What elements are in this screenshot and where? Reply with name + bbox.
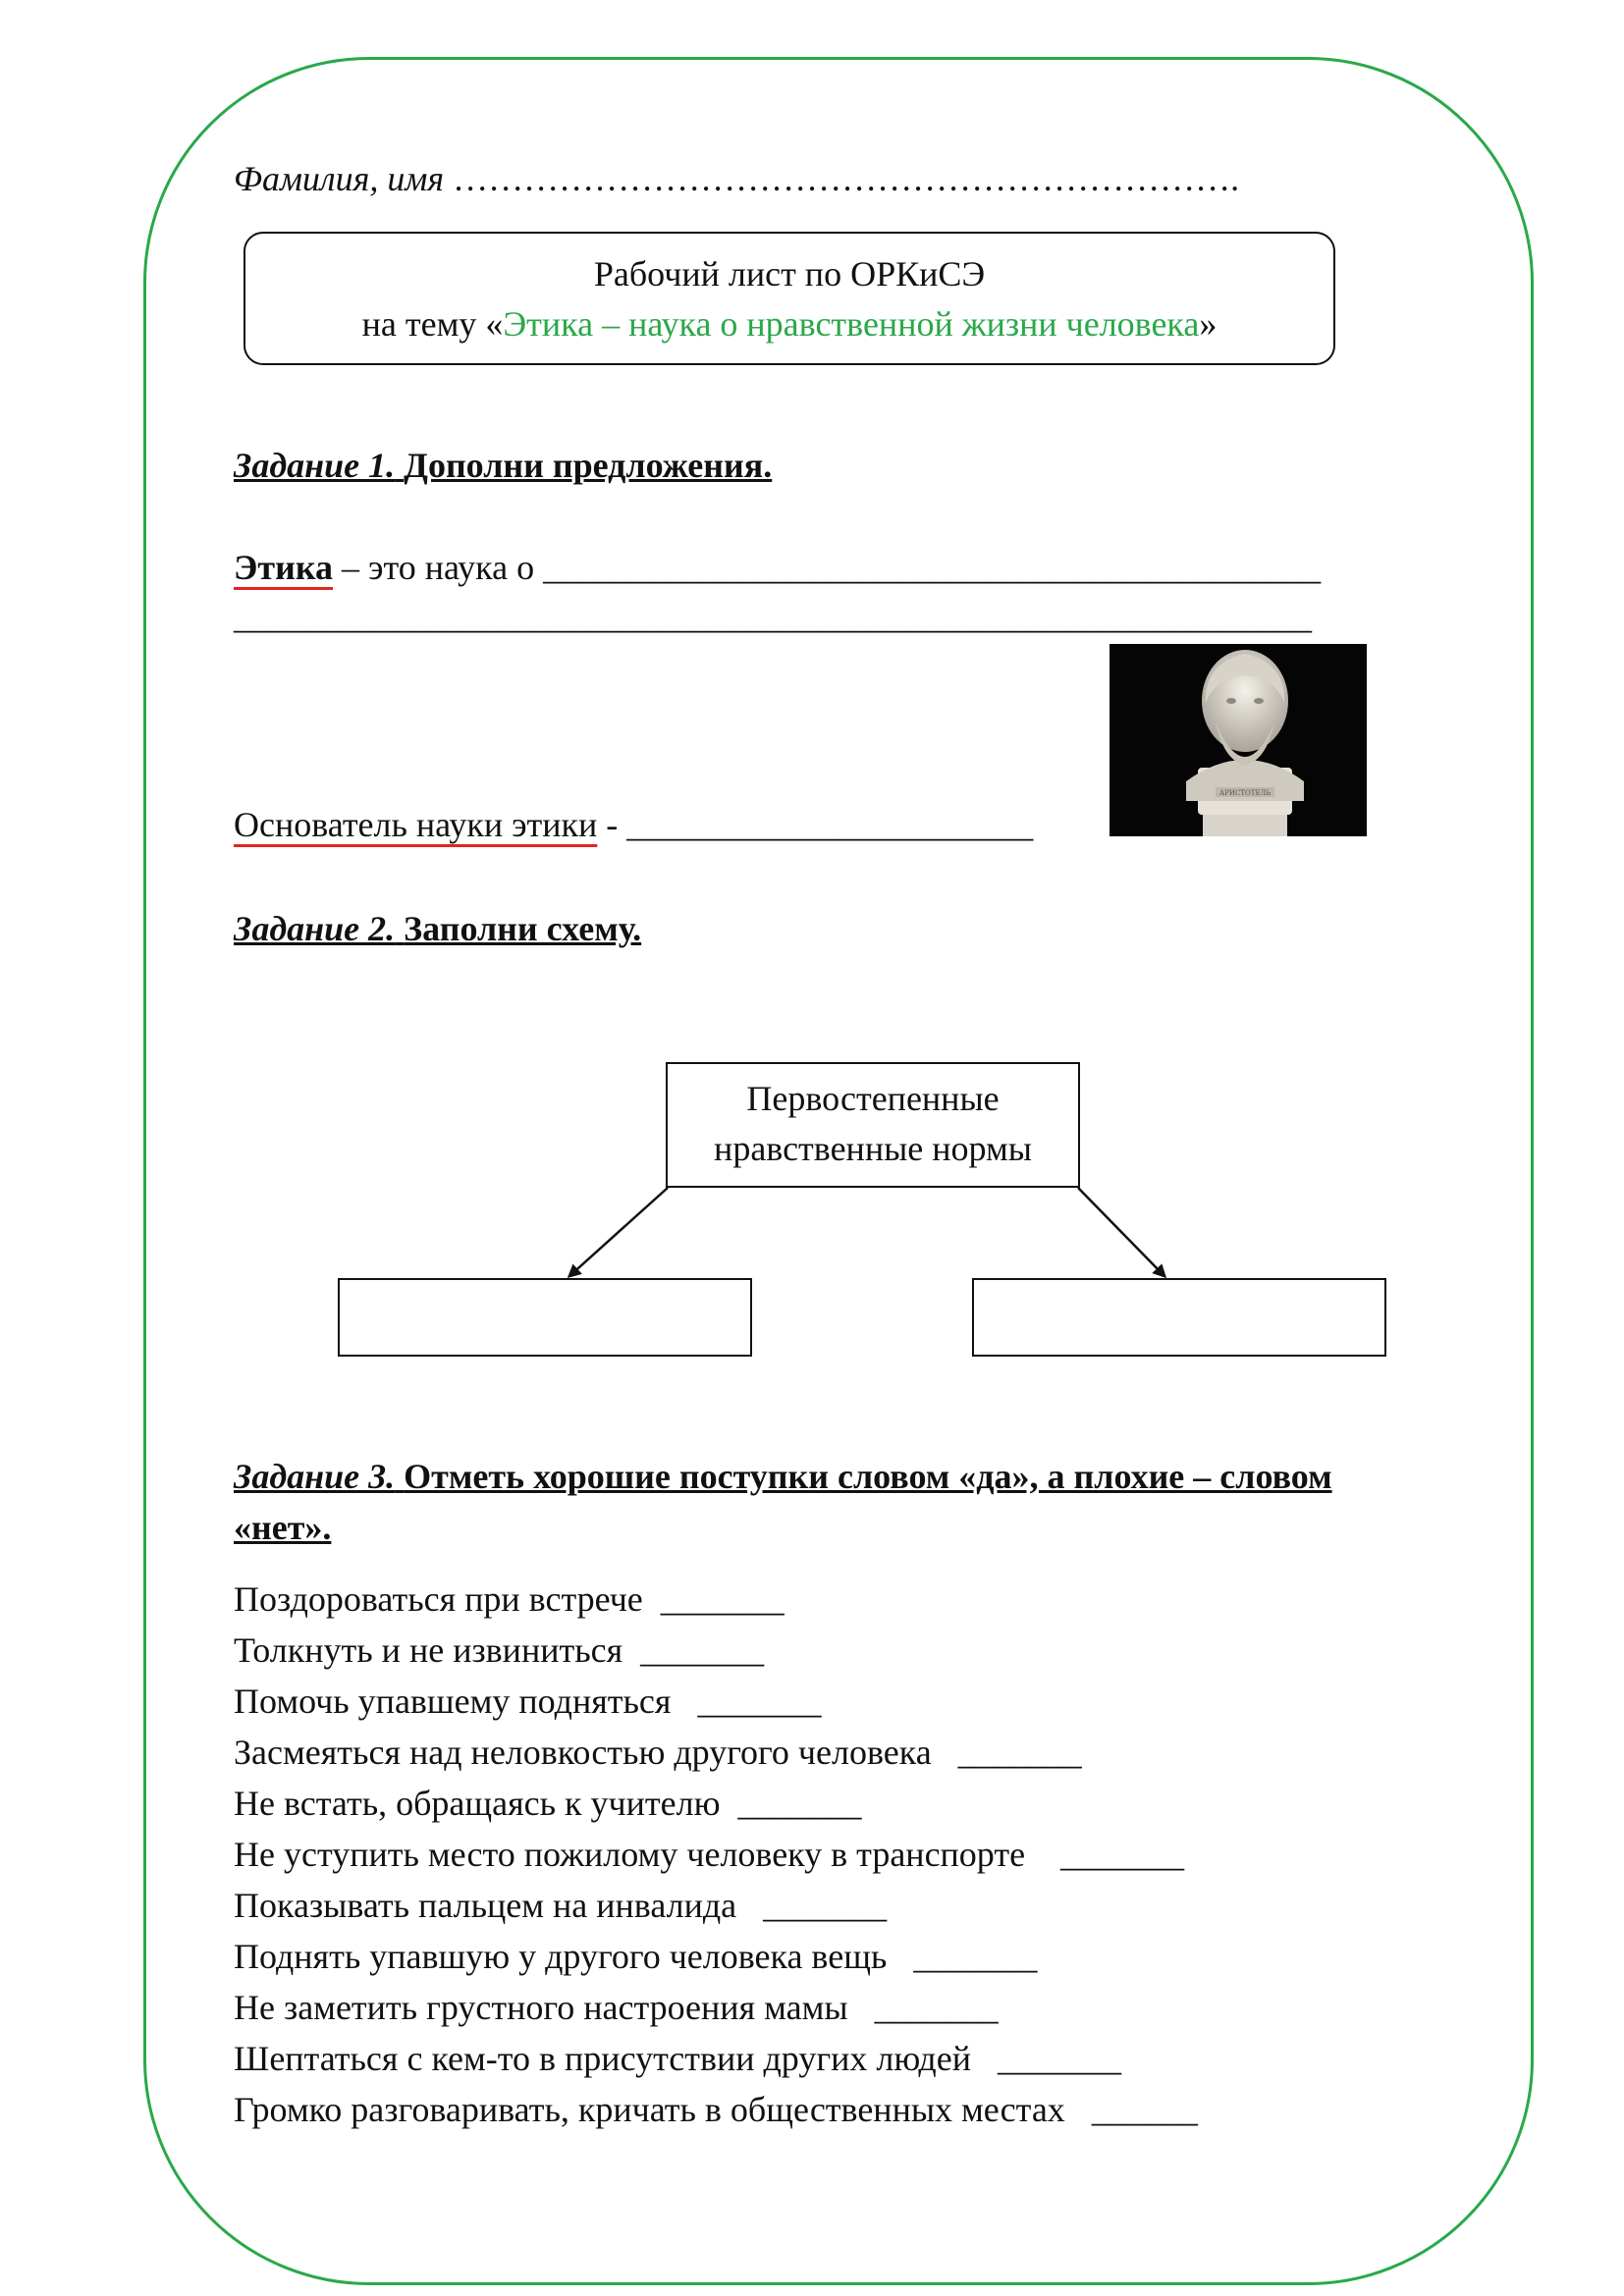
task2-heading [234, 907, 641, 950]
founder-label: Основатель науки этики [234, 805, 598, 844]
ethics-blank-1[interactable]: ____________________________________________ [543, 548, 1322, 587]
list-item: Громко разговаривать, кричать в общественных местах ______ [234, 2090, 1198, 2129]
answer-blank[interactable]: _______ [957, 1733, 1082, 1772]
worksheet-title: Рабочий лист по ОРКиСЭ [593, 254, 986, 294]
answer-blank[interactable]: _______ [913, 1937, 1038, 1976]
scheme-left-answer-box[interactable] [338, 1278, 752, 1357]
answer-blank[interactable]: _______ [1060, 1835, 1185, 1874]
task1-label: Задание 1. [234, 446, 396, 485]
list-item: Поднять упавшую у другого человека вещь _______ [234, 1937, 1038, 1976]
ethics-term: Этика [234, 548, 334, 587]
answer-blank[interactable]: _______ [997, 2039, 1121, 2078]
worksheet-topic: Этика – наука о нравственной жизни человека [503, 304, 1200, 344]
answer-blank[interactable]: ______ [1091, 2090, 1198, 2129]
scheme-center-box [666, 1062, 1080, 1188]
list-item: Помочь упавшему подняться _______ [234, 1682, 822, 1721]
ethics-text: – это наука о [342, 548, 535, 587]
worksheet-topic-line: на тему «Этика – наука о нравственной жизни человека» [361, 304, 1218, 344]
scheme-center-line2: нравственные нормы [714, 1129, 1032, 1168]
bust-illustration [1110, 644, 1367, 836]
task3-list [234, 1574, 1198, 2135]
list-item: Не уступить место пожилому человеку в транспорте _______ [234, 1835, 1185, 1874]
student-name-line[interactable] [234, 157, 1239, 200]
ethics-blank-2[interactable]: _____________________________________________________________ [234, 597, 1312, 636]
list-item: Показывать пальцем на инвалида _______ [234, 1886, 888, 1925]
worksheet-title-box [244, 232, 1335, 365]
bust-caption: АРИСТОТЕЛЬ [1218, 789, 1272, 797]
list-item: Поздороваться при встрече _______ [234, 1579, 785, 1619]
answer-blank[interactable]: _______ [697, 1682, 822, 1721]
list-item: Засмеяться над неловкостью другого человека _______ [234, 1733, 1082, 1772]
task3-title-line1: Отметь хорошие поступки словом «да», а плохие – словом [404, 1457, 1332, 1496]
answer-blank[interactable]: _______ [660, 1579, 785, 1619]
student-name-label: Фамилия, имя [234, 159, 445, 198]
list-item: Не заметить грустного настроения мамы _______ [234, 1988, 999, 2027]
task3-title-line2: «нет». [234, 1508, 332, 1547]
answer-blank[interactable]: _______ [640, 1630, 765, 1670]
list-item: Не встать, обращаясь к учителю _______ [234, 1784, 862, 1823]
founder-sentence [234, 803, 1033, 846]
answer-blank[interactable]: _______ [874, 1988, 999, 2027]
ethics-sentence [234, 546, 1321, 589]
list-item: Толкнуть и не извиниться _______ [234, 1630, 765, 1670]
task1-heading [234, 444, 772, 487]
answer-blank[interactable]: _______ [737, 1784, 862, 1823]
task2-label: Задание 2. [234, 909, 396, 948]
task2-title: Заполни схему. [404, 909, 642, 948]
aristotle-bust-image [1110, 644, 1367, 836]
answer-blank[interactable]: _______ [763, 1886, 888, 1925]
task3-label: Задание 3. [234, 1457, 396, 1496]
founder-blank[interactable]: _______________________ [626, 805, 1034, 844]
scheme-right-answer-box[interactable] [972, 1278, 1386, 1357]
task3-heading [234, 1455, 1332, 1498]
task1-title: Дополни предложения. [404, 446, 773, 485]
list-item: Шептаться с кем-то в присутствии других людей _______ [234, 2039, 1121, 2078]
scheme-center-line1: Первостепенные [746, 1079, 1000, 1118]
founder-dash: - [606, 805, 619, 844]
student-name-dots: …………………………………………………………. [453, 159, 1240, 198]
